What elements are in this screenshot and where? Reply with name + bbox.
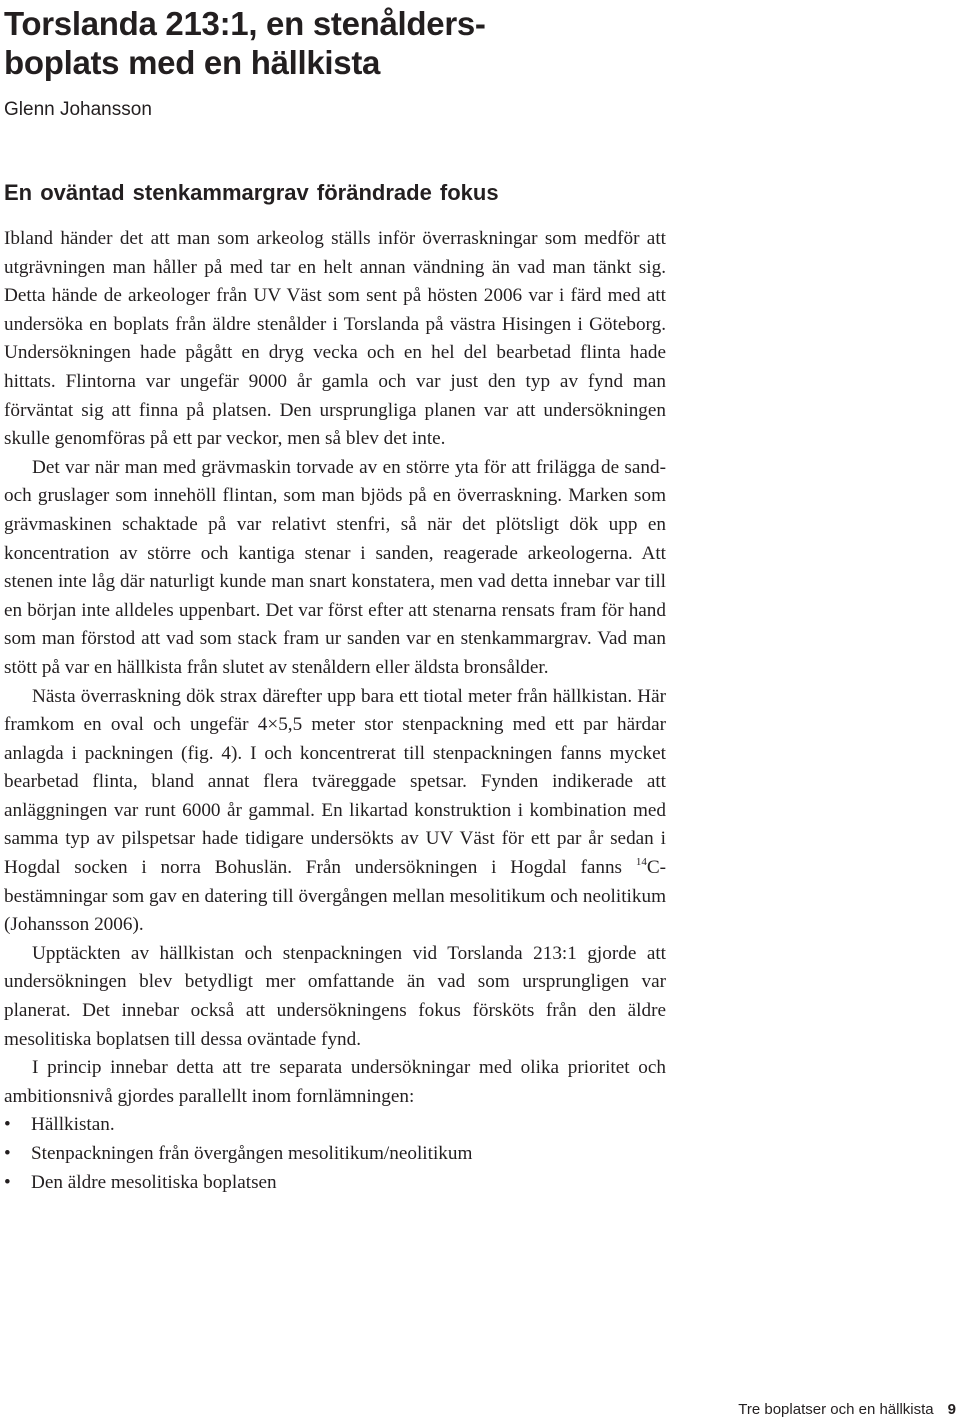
page-title-line-1: Torslanda 213:1, en stenålders-: [4, 5, 486, 42]
paragraph-3-text-start: Nästa överraskning dök strax därefter upp bara ett tiotal meter från hällkistan. Här framkom en oval och ungefär 4×5,5 meter stor stenpackning med ett par härdar anlagda i packningen (fig. 4). I och koncentrerat till stenpackningen fanns mycket bearbetad flinta, bland annat flera tväreggade spetsar. Fynden indikerade att anläggningen var runt 6000 år gammal. En likartad konstruktion i kombination med samma typ av pilspetsar hade tidigare undersökts av UV Väst för ett par år sedan i Hogdal socken i norra Bohuslän. Från undersökningen i Hogdal fanns: [4, 685, 666, 879]
paragraph-3-text-end: C-bestämningar som gav en datering till övergången mellan mesolitikum och neolitikum (Johansson 2006).: [4, 857, 666, 936]
section-heading: En oväntad stenkammargrav förändrade fokus: [4, 180, 499, 205]
paragraph-2: Det var när man med grävmaskin torvade av en större yta för att frilägga de sand- och gruslager som innehöll flintan, som man bjöds på en överraskning. Marken som grävmaskinen schaktade på var relativt stenfri, så när det plötsligt dök upp en koncentration av större och kantiga stenar i sanden, reagerade arkeologerna. Att stenen inte låg där naturligt kunde man snart konstatera, men vad detta innebar var till en början inte alldeles uppenbart. Det var först efter att stenarna rensats fram för hand som man förstod att vad som stack fram ur sanden var en stenkammargrav. Vad man stött på var en hällkista från slutet av stenåldern eller äldsta bronsålder.: [4, 456, 666, 678]
paragraph-5: I princip innebar detta att tre separata undersökningar med olika prioritet och ambitionsnivå gjordes parallellt inom fornlämningen:: [4, 1057, 666, 1107]
list-item: • Den äldre mesolitiska boplatsen: [4, 1169, 666, 1198]
investigation-list: [4, 1111, 666, 1197]
page-number: 9: [947, 1401, 956, 1418]
paragraph-3: [4, 683, 666, 940]
list-item: • Stenpackningen från övergången mesolitikum/neolitikum: [4, 1140, 666, 1169]
paragraph-4: Upptäckten av hällkistan och stenpackningen vid Torslanda 213:1 gjorde att undersökningen blev betydligt mer omfattande än vad som ursprungligen var planerat. Det innebar också att undersökningens fokus försköts från den äldre mesolitiska boplatsen till dessa oväntade fynd.: [4, 942, 666, 1050]
author-name: Glenn Johansson: [4, 99, 152, 120]
carbon-14-superscript: 14: [635, 856, 647, 869]
list-item: • Hällkistan.: [4, 1111, 666, 1140]
paragraph-1: Ibland händer det att man som arkeolog ställs inför överraskningar som medför att utgrävningen man håller på med tar en helt annan vändning än vad man tänkt sig. Detta hände de arkeologer från UV Väst som sent på hösten 2006 var i färd med att undersöka en boplats från äldre stenålder i Torslanda på västra Hisingen i Göteborg. Undersökningen hade pågått en dryg vecka och en hel del bearbetad flinta hade hittats. Flintorna var ungefär 9000 år gamla och var just den typ av fynd man förväntat sig att finna på platsen. Den ursprungliga planen var att undersökningen skulle genomföras på ett par veckor, men så blev det inte.: [4, 228, 666, 450]
page-title: [4, 4, 944, 82]
running-title: Tre boplatser och en hällkista: [738, 1401, 934, 1418]
page-title-line-2: boplats med en hällkista: [4, 44, 381, 81]
page-footer: [738, 1400, 956, 1420]
article-body: [4, 225, 666, 1197]
